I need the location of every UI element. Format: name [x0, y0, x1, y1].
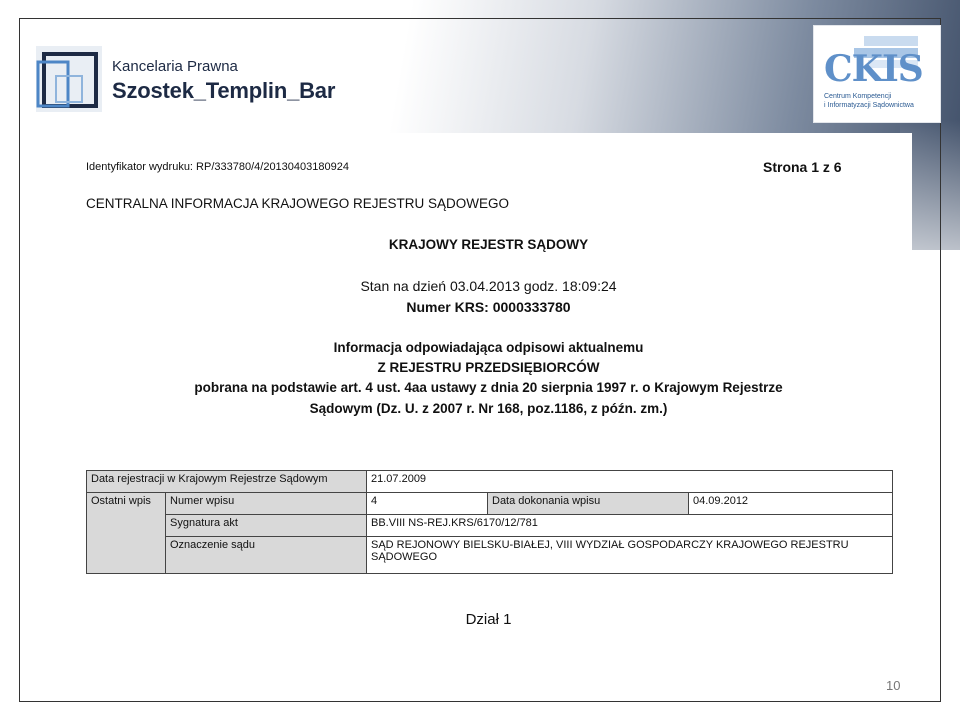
info-line-2: Z REJESTRU PRZEDSIĘBIORCÓW — [377, 360, 600, 375]
firm-logo — [36, 46, 336, 120]
ckis-logo — [813, 25, 941, 123]
registration-date-value: 21.07.2009 — [367, 471, 893, 493]
page-indicator: Strona 1 z 6 — [763, 159, 842, 175]
registration-date-label: Data rejestracji w Krajowym Rejestrze Sądowym — [87, 471, 367, 493]
ckis-subtitle — [824, 92, 934, 110]
table-row — [87, 515, 893, 537]
section-title: Dział 1 — [465, 611, 512, 628]
last-entry-label: Ostatni wpis — [87, 493, 166, 574]
info-line-3: pobrana na podstawie art. 4 ust. 4aa ustawy z dnia 20 sierpnia 1997 r. o Krajowym Rejestrze — [194, 380, 783, 395]
ckis-subtitle-line2: i Informatyzacji Sądownictwa — [824, 102, 914, 109]
table-row — [87, 537, 893, 574]
krs-document-page — [65, 133, 912, 691]
central-info-heading: CENTRALNA INFORMACJA KRAJOWEGO REJESTRU SĄDOWEGO — [86, 196, 510, 211]
entry-date-label: Data dokonania wpisu — [488, 493, 689, 515]
court-value — [367, 537, 893, 574]
table-row — [87, 493, 893, 515]
info-line-4: Sądowym (Dz. U. z 2007 r. Nr 168, poz.1186, z późn. zm.) — [309, 401, 668, 416]
slide-number: 10 — [886, 678, 901, 693]
ckis-acronym: CKIS — [824, 48, 923, 90]
signature-label: Sygnatura akt — [166, 515, 367, 537]
registration-table — [86, 470, 893, 574]
firm-partners-line: Szostek_Templin_Bar — [112, 78, 336, 103]
signature-value: BB.VIII NS-REJ.KRS/6170/12/781 — [367, 515, 893, 537]
print-identifier: Identyfikator wydruku: RP/333780/4/20130403180924 — [86, 161, 349, 173]
entry-number-label: Numer wpisu — [166, 493, 367, 515]
firm-logo-mark-icon — [36, 46, 104, 114]
court-label: Oznaczenie sądu — [166, 537, 367, 574]
ckis-subtitle-line1: Centrum Kompetencji — [824, 93, 892, 100]
entry-number-value: 4 — [367, 493, 488, 515]
krs-number: Numer KRS: 0000333780 — [406, 299, 571, 315]
firm-name-line: Kancelaria Prawna — [112, 58, 238, 75]
register-title: KRAJOWY REJESTR SĄDOWY — [388, 237, 589, 252]
table-row — [87, 471, 893, 493]
court-value-line1: SĄD REJONOWY BIELSKU-BIAŁEJ, VIII WYDZIAŁ GOSPODARCZY KRAJOWEGO REJESTRU — [371, 539, 849, 551]
info-line-1: Informacja odpowiadająca odpisowi aktualnemu — [333, 340, 644, 355]
entry-date-value: 04.09.2012 — [689, 493, 893, 515]
state-date: Stan na dzień 03.04.2013 godz. 18:09:24 — [360, 278, 617, 294]
court-value-line2: SĄDOWEGO — [371, 551, 438, 563]
